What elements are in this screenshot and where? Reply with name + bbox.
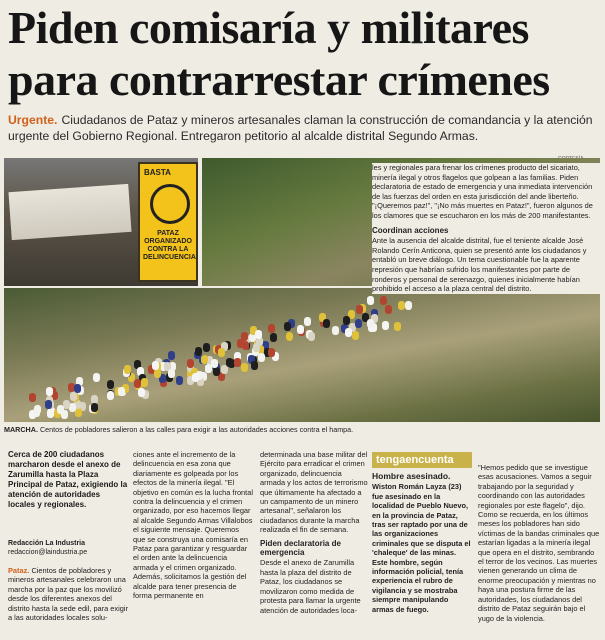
crowd-person bbox=[93, 373, 100, 382]
lead-text: Ciudadanos de Pataz y mineros artesanales claman la construcción de comandancia y la atención urgente del Gobierno Regional. Entregaron petitorio al alcalde distrital Segundo Armas. bbox=[8, 113, 593, 143]
crowd-person bbox=[218, 348, 225, 357]
crowd-person bbox=[75, 408, 82, 417]
yellow-protest-sign bbox=[138, 162, 198, 282]
crowd-person bbox=[242, 341, 249, 350]
crowd-person bbox=[29, 393, 36, 402]
sign-top-text: BASTA bbox=[144, 168, 171, 177]
crowd-person bbox=[152, 361, 159, 370]
column-5: "Hemos pedido que se investigue esas acusaciones. Vamos a seguir trabajando por la seguridad y coordinando con las autoridades regionales por este flagelo", dijo. Como se recuerda, en los últimos meses los pobladores han sido víctimas de la bandas criminales que estarían ligadas a la minería ilegal que opera en el distrito, sembrando el terror de los vecinos. Las muertes vienen generando un clima de enorme preocupación y mientras no haya una postura firme de las autoridades, los ciudadanos del distrito de Pataz seguirán bajo el yugo de la violencia. bbox=[478, 463, 600, 623]
crowd-person bbox=[187, 359, 194, 368]
crowd-person bbox=[253, 343, 260, 352]
caption-text: Centos de pobladores salieron a las calles para exigir a las autoridades acciones contra el hampa. bbox=[39, 425, 354, 434]
col3-text-2: Desde el anexo de Zarumilla hasta la plaza del distrito de Pataz, los ciudadanos se movilizaron como medida de protesta para llamar la urgente atención de autoridades loca- bbox=[260, 558, 361, 615]
crowd-person bbox=[251, 361, 258, 370]
crowd-person bbox=[286, 332, 293, 341]
protest-banner bbox=[8, 184, 131, 240]
crowd-person bbox=[118, 387, 125, 396]
column-1-body bbox=[8, 566, 128, 622]
column-3 bbox=[260, 450, 368, 615]
crowd-person bbox=[355, 319, 362, 328]
column-2: ciones ante el incremento de la delincuencia en esa zona que diariamente es golpeada por los efectos de la minería ilegal. "El objetivo en común es la lucha frontal contra la delincuencia y el crimen organizado, por eso hacemos llegar al alcalde Segundo Armas Villalobos el siguiente mensaje. Queremos que se construya una comisaría en Pataz para garantizar y resguardar el orden ante la delincuencia armada y el crimen organizado. Además, solicitamos la gestión del alcalde para tener presencia de forma permanente en bbox=[133, 450, 253, 601]
crowd-person bbox=[70, 392, 77, 401]
crowd-person bbox=[213, 367, 220, 376]
stop-hand-icon bbox=[150, 184, 190, 224]
crowd-person bbox=[47, 409, 54, 418]
crowd-person bbox=[46, 387, 53, 396]
crowd-person bbox=[308, 332, 315, 341]
crowd-person bbox=[203, 343, 210, 352]
crowd-person bbox=[45, 400, 52, 409]
crowd-person bbox=[234, 358, 241, 367]
crowd-person bbox=[345, 328, 352, 337]
crowd-person bbox=[268, 348, 275, 357]
crowd-person bbox=[124, 365, 131, 374]
col1-kicker: Pataz. bbox=[8, 566, 30, 575]
crowd-person bbox=[405, 301, 412, 310]
crowd-person bbox=[57, 405, 64, 414]
crowd-person bbox=[382, 321, 389, 330]
crowd-person bbox=[205, 364, 212, 373]
crowd-person bbox=[255, 330, 262, 339]
crowd-person bbox=[134, 379, 141, 388]
crowd-person bbox=[367, 319, 374, 328]
crowd-person bbox=[343, 316, 350, 325]
byline-email: redaccion@laindustria.pe bbox=[8, 548, 88, 556]
crowd-person bbox=[367, 296, 374, 305]
headline-line-1: Piden comisaría y militares bbox=[8, 2, 529, 53]
crowd-person bbox=[138, 388, 145, 397]
headline-line-2: para contrarrestar crímenes bbox=[8, 54, 550, 105]
crowd-person bbox=[192, 373, 199, 382]
tenga-en-cuenta-box bbox=[372, 452, 472, 468]
crowd-person bbox=[268, 324, 275, 333]
crowd-person bbox=[33, 408, 40, 417]
col3-subhead: Piden declaratoria de emergencia bbox=[260, 538, 341, 558]
sign-text: PATAZ ORGANIZADO CONTRA LA DELINCUENCIA bbox=[143, 230, 196, 261]
headline bbox=[8, 2, 600, 106]
crowd-person bbox=[107, 391, 114, 400]
lead-paragraph bbox=[8, 112, 598, 144]
crowd-person bbox=[241, 332, 248, 341]
col1-text: Cientos de pobladores y mineros artesanales celebraron una marcha por la paz que los movilizó desde los diferentes anexos del distrito hasta la sede edil, para exigir a las autoridades locales solu- bbox=[8, 566, 128, 623]
sidebar-title: Hombre asesinado. bbox=[372, 471, 451, 481]
crowd-person bbox=[352, 331, 359, 340]
crowd-person bbox=[270, 333, 277, 342]
crowd-person bbox=[304, 317, 311, 326]
byline bbox=[8, 540, 128, 557]
crowd-person bbox=[201, 355, 208, 364]
crowd-person bbox=[241, 363, 248, 372]
crowd-person bbox=[91, 403, 98, 412]
lead-kicker: Urgente. bbox=[8, 113, 58, 127]
sidebar-text: Wiston Román Layza (23) fue asesinado en la localidad de Pueblo Nuevo, en la provincia de Pataz, tras ser raptado por una de las organizaciones criminales que se disputa el 'chaleque' de las minas. Este hombre, según información policial, tenía experiencia el rubro de vigilancia y se mostraba siempre manipulando armas de fuego. bbox=[372, 482, 471, 614]
tenga-label: tengaencuenta bbox=[376, 454, 454, 466]
crowd-person bbox=[394, 322, 401, 331]
crowd-person bbox=[323, 319, 330, 328]
crowd-person bbox=[107, 380, 114, 389]
crowd-person bbox=[176, 376, 183, 385]
crowd-person bbox=[332, 326, 339, 335]
caption-label: MARCHA. bbox=[4, 425, 38, 434]
col3-text: determinada una base militar del Ejército para erradicar el crimen organizado, delincuencia armada y los actos de terrorismo que últimamente ha afectado a un campamento de un minero artesanal", señalaron los ciudadanos durante la marcha realizada el fin de semana. bbox=[260, 450, 368, 535]
byline-name: Redacción La Industria bbox=[8, 540, 86, 547]
crowd-person bbox=[168, 369, 175, 378]
right-paragraph-1: les y regionales para frenar los crímenes producto del sicariato, minería ilegal y otros flagelos que golpean a las familias. Piden declaratoria de estado de emergencia y una inmediata intervención de las fuerzas del orden en esta jurisdicción del ande liberteño. "¡Queremos paz!", "¡No más muertes en Pataz!", fueron algunos de los clamores que se escucharon en los más de 200 manifestantes. bbox=[372, 163, 593, 220]
right-paragraph-2: Ante la ausencia del alcalde distrital, fue el teniente alcalde José Rolando Cerín Anticona, quien se presentó ante los ciudadanos y entabló un breve diálogo. Un tema cuestionable fue la aparente represión que habrían sufrido los manifestantes por parte de ronderos y personal de serenazgo, quienes inicialmente habían prohibido el acceso a la plaza central del distrito. bbox=[372, 236, 587, 294]
crowd-person bbox=[168, 351, 175, 360]
crowd-person bbox=[258, 353, 265, 362]
crowd-person bbox=[141, 378, 148, 387]
column-4-sidebar bbox=[372, 472, 472, 614]
photo-caption bbox=[4, 425, 600, 434]
crowd-person bbox=[380, 296, 387, 305]
crowd-person bbox=[385, 305, 392, 314]
crowd-person bbox=[297, 325, 304, 334]
article-summary: Cerca de 200 ciudadanos marcharon desde el anexo de Zarumilla hasta la Plaza Principal de Pataz, exigiendo la atención de autoridades locales y regionales. bbox=[8, 450, 128, 509]
protest-signs-photo bbox=[4, 158, 198, 286]
right-column-text bbox=[372, 163, 600, 294]
right-subhead: Coordinan acciones bbox=[372, 225, 449, 235]
crowd-person bbox=[284, 322, 291, 331]
crowd-person bbox=[356, 305, 363, 314]
march-crowd-photo bbox=[4, 288, 600, 422]
